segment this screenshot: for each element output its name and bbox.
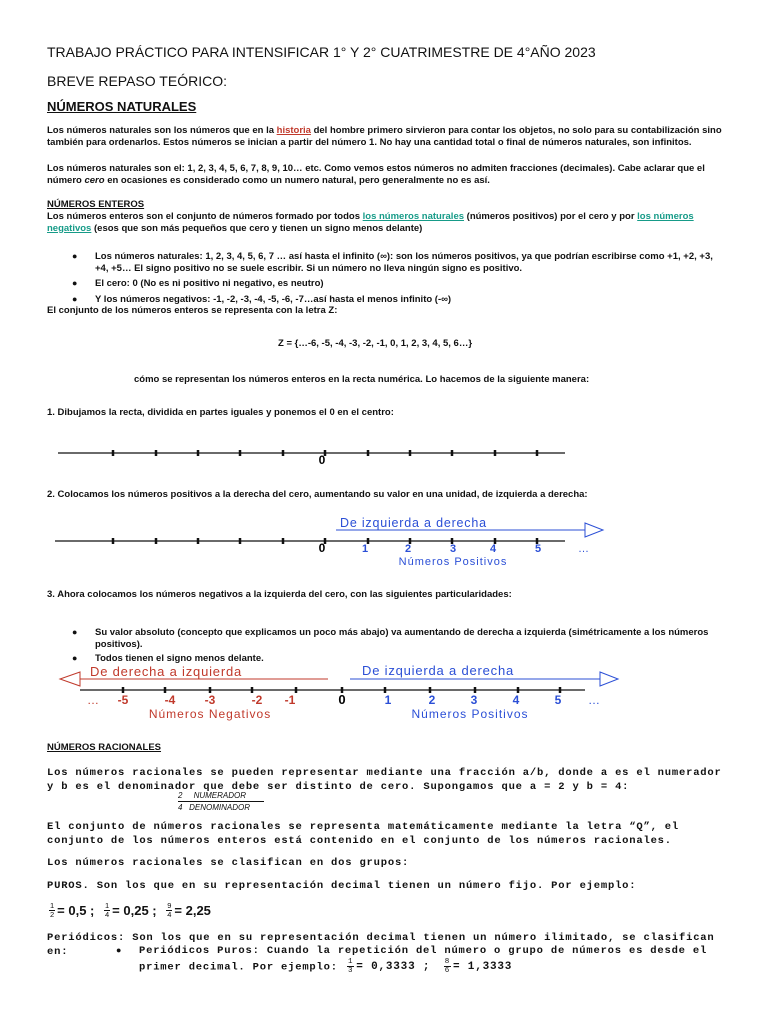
fraction: $\frac{9}{4}$ bbox=[167, 901, 172, 920]
enteros-bullet-1: Los números naturales: 1, 2, 3, 4, 5, 6, 7 … así hasta el infinito (∞): son los números positivos, ya que podrían escribirse como +1, +2, +3, +4, +5… El signo positivo no se suele escribir. Si un número no lleva ningún signo es positivo. bbox=[95, 251, 713, 274]
step-2: 2. Colocamos los números positivos a la derecha del cero, aumentando su valor en una unidad, de izquierda a derecha: bbox=[47, 489, 588, 500]
recta-intro: cómo se representan los números enteros en la recta numérica. Lo hacemos de la siguiente manera: bbox=[134, 374, 590, 385]
positive-tick-label: 3 bbox=[470, 693, 478, 707]
arrow-right-icon bbox=[585, 523, 603, 537]
set-intro: El conjunto de los números enteros se representa con la letra Z: bbox=[47, 305, 338, 316]
racionales-paragraph-1: Los números racionales se pueden representar mediante una fracción a/b, donde a es el numerador y b es el denominador que debe ser distinto de cero. Supongamos que a = 2 y b = 4: bbox=[47, 767, 722, 793]
positive-tick-label: 4 bbox=[512, 693, 520, 707]
step3-bullet-2: Todos tienen el signo menos delante. bbox=[95, 653, 264, 664]
fraction: $\frac{8}{6}$ bbox=[444, 958, 450, 975]
number-line-2 bbox=[55, 516, 603, 568]
fraction: $\frac{1}{3}$ bbox=[347, 958, 354, 975]
bullet-icon: ● bbox=[116, 945, 122, 955]
racionales-heading: NÚMEROS RACIONALES bbox=[47, 742, 162, 753]
fraction-value: = 0,3333 ; bbox=[356, 961, 438, 974]
positive-tick-label: 2 bbox=[428, 693, 436, 707]
negativos-link[interactable]: los números negativos bbox=[47, 211, 694, 234]
arrow-left-icon bbox=[60, 672, 80, 686]
bullet-icon: ● bbox=[72, 653, 78, 663]
negative-tick-label: -3 bbox=[204, 693, 216, 707]
bullet-icon: ● bbox=[72, 627, 78, 637]
enteros-bullet-2: El cero: 0 (No es ni positivo ni negativo, es neutro) bbox=[95, 278, 324, 289]
arrow-right-icon bbox=[600, 672, 618, 686]
positive-tick-label: 1 bbox=[361, 543, 369, 555]
document-title: TRABAJO PRÁCTICO PARA INTENSIFICAR 1° Y 2° CUATRIMESTRE DE 4°AÑO 2023 bbox=[47, 44, 596, 60]
arrow-right-text: De izquierda a derecha bbox=[362, 663, 515, 678]
ellipsis-label: … bbox=[588, 693, 600, 707]
fraction-value: = 1,3333 bbox=[453, 961, 513, 974]
number-line-1 bbox=[58, 450, 565, 467]
puros-paragraph: PUROS. Son los que en su representación decimal tienen un número fijo. Por ejemplo: bbox=[47, 880, 637, 892]
positive-tick-label: 1 bbox=[384, 693, 392, 707]
positive-caption: Números Positivos bbox=[411, 707, 529, 721]
zero-label: 0 bbox=[318, 453, 326, 467]
positive-caption: Números Positivos bbox=[398, 556, 508, 568]
racionales-paragraph-2: El conjunto de números racionales se representa matemáticamente mediante la letra “Q”, el conjunto de los números enteros está contenido en el conjunto de los números racionales. bbox=[47, 821, 679, 847]
bullet-icon: ● bbox=[72, 251, 78, 261]
enteros-heading: NÚMEROS ENTEROS bbox=[47, 199, 145, 210]
naturales-paragraph-1: Los números naturales son los números que en la historia del hombre primero sirvieron para contar los objetos, no solo para su contabilización sino también para ordenarlos. Estos números se inician a partir del número 1. No hay una cantidad total o final de números naturales, son infinitos. bbox=[47, 125, 722, 148]
fraction: $\frac{1}{2}$ bbox=[50, 901, 55, 920]
naturales-heading: NÚMEROS NATURALES bbox=[47, 99, 197, 114]
section-subtitle: BREVE REPASO TEÓRICO: bbox=[47, 73, 227, 89]
zero-label: 0 bbox=[338, 692, 346, 707]
periodicos-examples bbox=[345, 958, 516, 975]
number-line-3 bbox=[60, 663, 618, 721]
fraction-value: = 0,25 ; bbox=[112, 903, 161, 918]
historia-link[interactable]: historia bbox=[276, 125, 311, 136]
negative-tick-label: -5 bbox=[117, 693, 129, 707]
periodicos-puros: Periódicos Puros: Cuando la repetición del número o grupo de números es desde el primer decimal. Por ejemplo: $\frac{1}{3}$ = 0,3333 ; $\frac{8}{6}$ = 1,3333 bbox=[139, 945, 708, 975]
positive-tick-label: 2 bbox=[404, 543, 412, 555]
arrow-left-text: De derecha a izquierda bbox=[90, 664, 243, 679]
bullet-icon: ● bbox=[72, 278, 78, 288]
positive-tick-label: 5 bbox=[554, 693, 562, 707]
fraction-value: = 2,25 bbox=[174, 903, 211, 918]
racionales-paragraph-3: Los números racionales se clasifican en dos grupos: bbox=[47, 857, 410, 869]
positive-tick-label: 5 bbox=[534, 543, 542, 555]
positive-tick-label: 4 bbox=[489, 543, 497, 555]
enteros-bullet-3: Y los números negativos: -1, -2, -3, -4, -5, -6, -7…así hasta el menos infinito (-∞) bbox=[95, 294, 452, 305]
fraction-example: 2 NUMERADOR 4 DENOMINADOR bbox=[178, 790, 264, 813]
negative-tick-label: -1 bbox=[284, 693, 296, 707]
periodicos-paragraph: Periódicos: Son los que en su representación decimal tienen un número ilimitado, se clasifican en: bbox=[47, 932, 715, 958]
ellipsis-label: … bbox=[87, 693, 99, 707]
step-1: 1. Dibujamos la recta, dividida en partes iguales y ponemos el 0 en el centro: bbox=[47, 407, 394, 418]
bullet-icon: ● bbox=[72, 294, 78, 304]
set-formula: Z = {…-6, -5, -4, -3, -2, -1, 0, 1, 2, 3, 4, 5, 6…} bbox=[278, 338, 473, 349]
step-3: 3. Ahora colocamos los números negativos a la izquierda del cero, con las siguientes particularidades: bbox=[47, 589, 512, 600]
positive-tick-label: 3 bbox=[449, 543, 457, 555]
arrow-right-text: De izquierda a derecha bbox=[340, 516, 487, 530]
zero-label: 0 bbox=[318, 541, 326, 555]
negative-tick-label: -4 bbox=[164, 693, 176, 707]
negative-tick-label: -2 bbox=[251, 693, 263, 707]
ellipsis-label: … bbox=[578, 543, 589, 555]
naturales-link[interactable]: los números naturales bbox=[362, 211, 465, 222]
naturales-paragraph-2: Los números naturales son el: 1, 2, 3, 4, 5, 6, 7, 8, 9, 10… etc. Como vemos estos números no admiten fracciones (decimales). Cabe aclarar que el número cero en ocasiones es considerado como un numero natural, pero generalmente no es así. bbox=[47, 163, 705, 186]
fraction: $\frac{1}{4}$ bbox=[105, 901, 110, 920]
step3-bullet-1: Su valor absoluto (concepto que explicamos un poco más abajo) va aumentando de derecha a izquierda (simétricamente a los números positivos). bbox=[95, 627, 709, 650]
negative-caption: Números Negativos bbox=[148, 707, 272, 721]
fraction-value: = 0,5 ; bbox=[57, 903, 98, 918]
puros-examples bbox=[47, 902, 215, 920]
enteros-paragraph: Los números enteros son el conjunto de números formado por todos los números naturales (números positivos) por el cero y por los números negativos (esos que son más pequeños que cero y tienen un signo menos delante) bbox=[47, 211, 694, 234]
